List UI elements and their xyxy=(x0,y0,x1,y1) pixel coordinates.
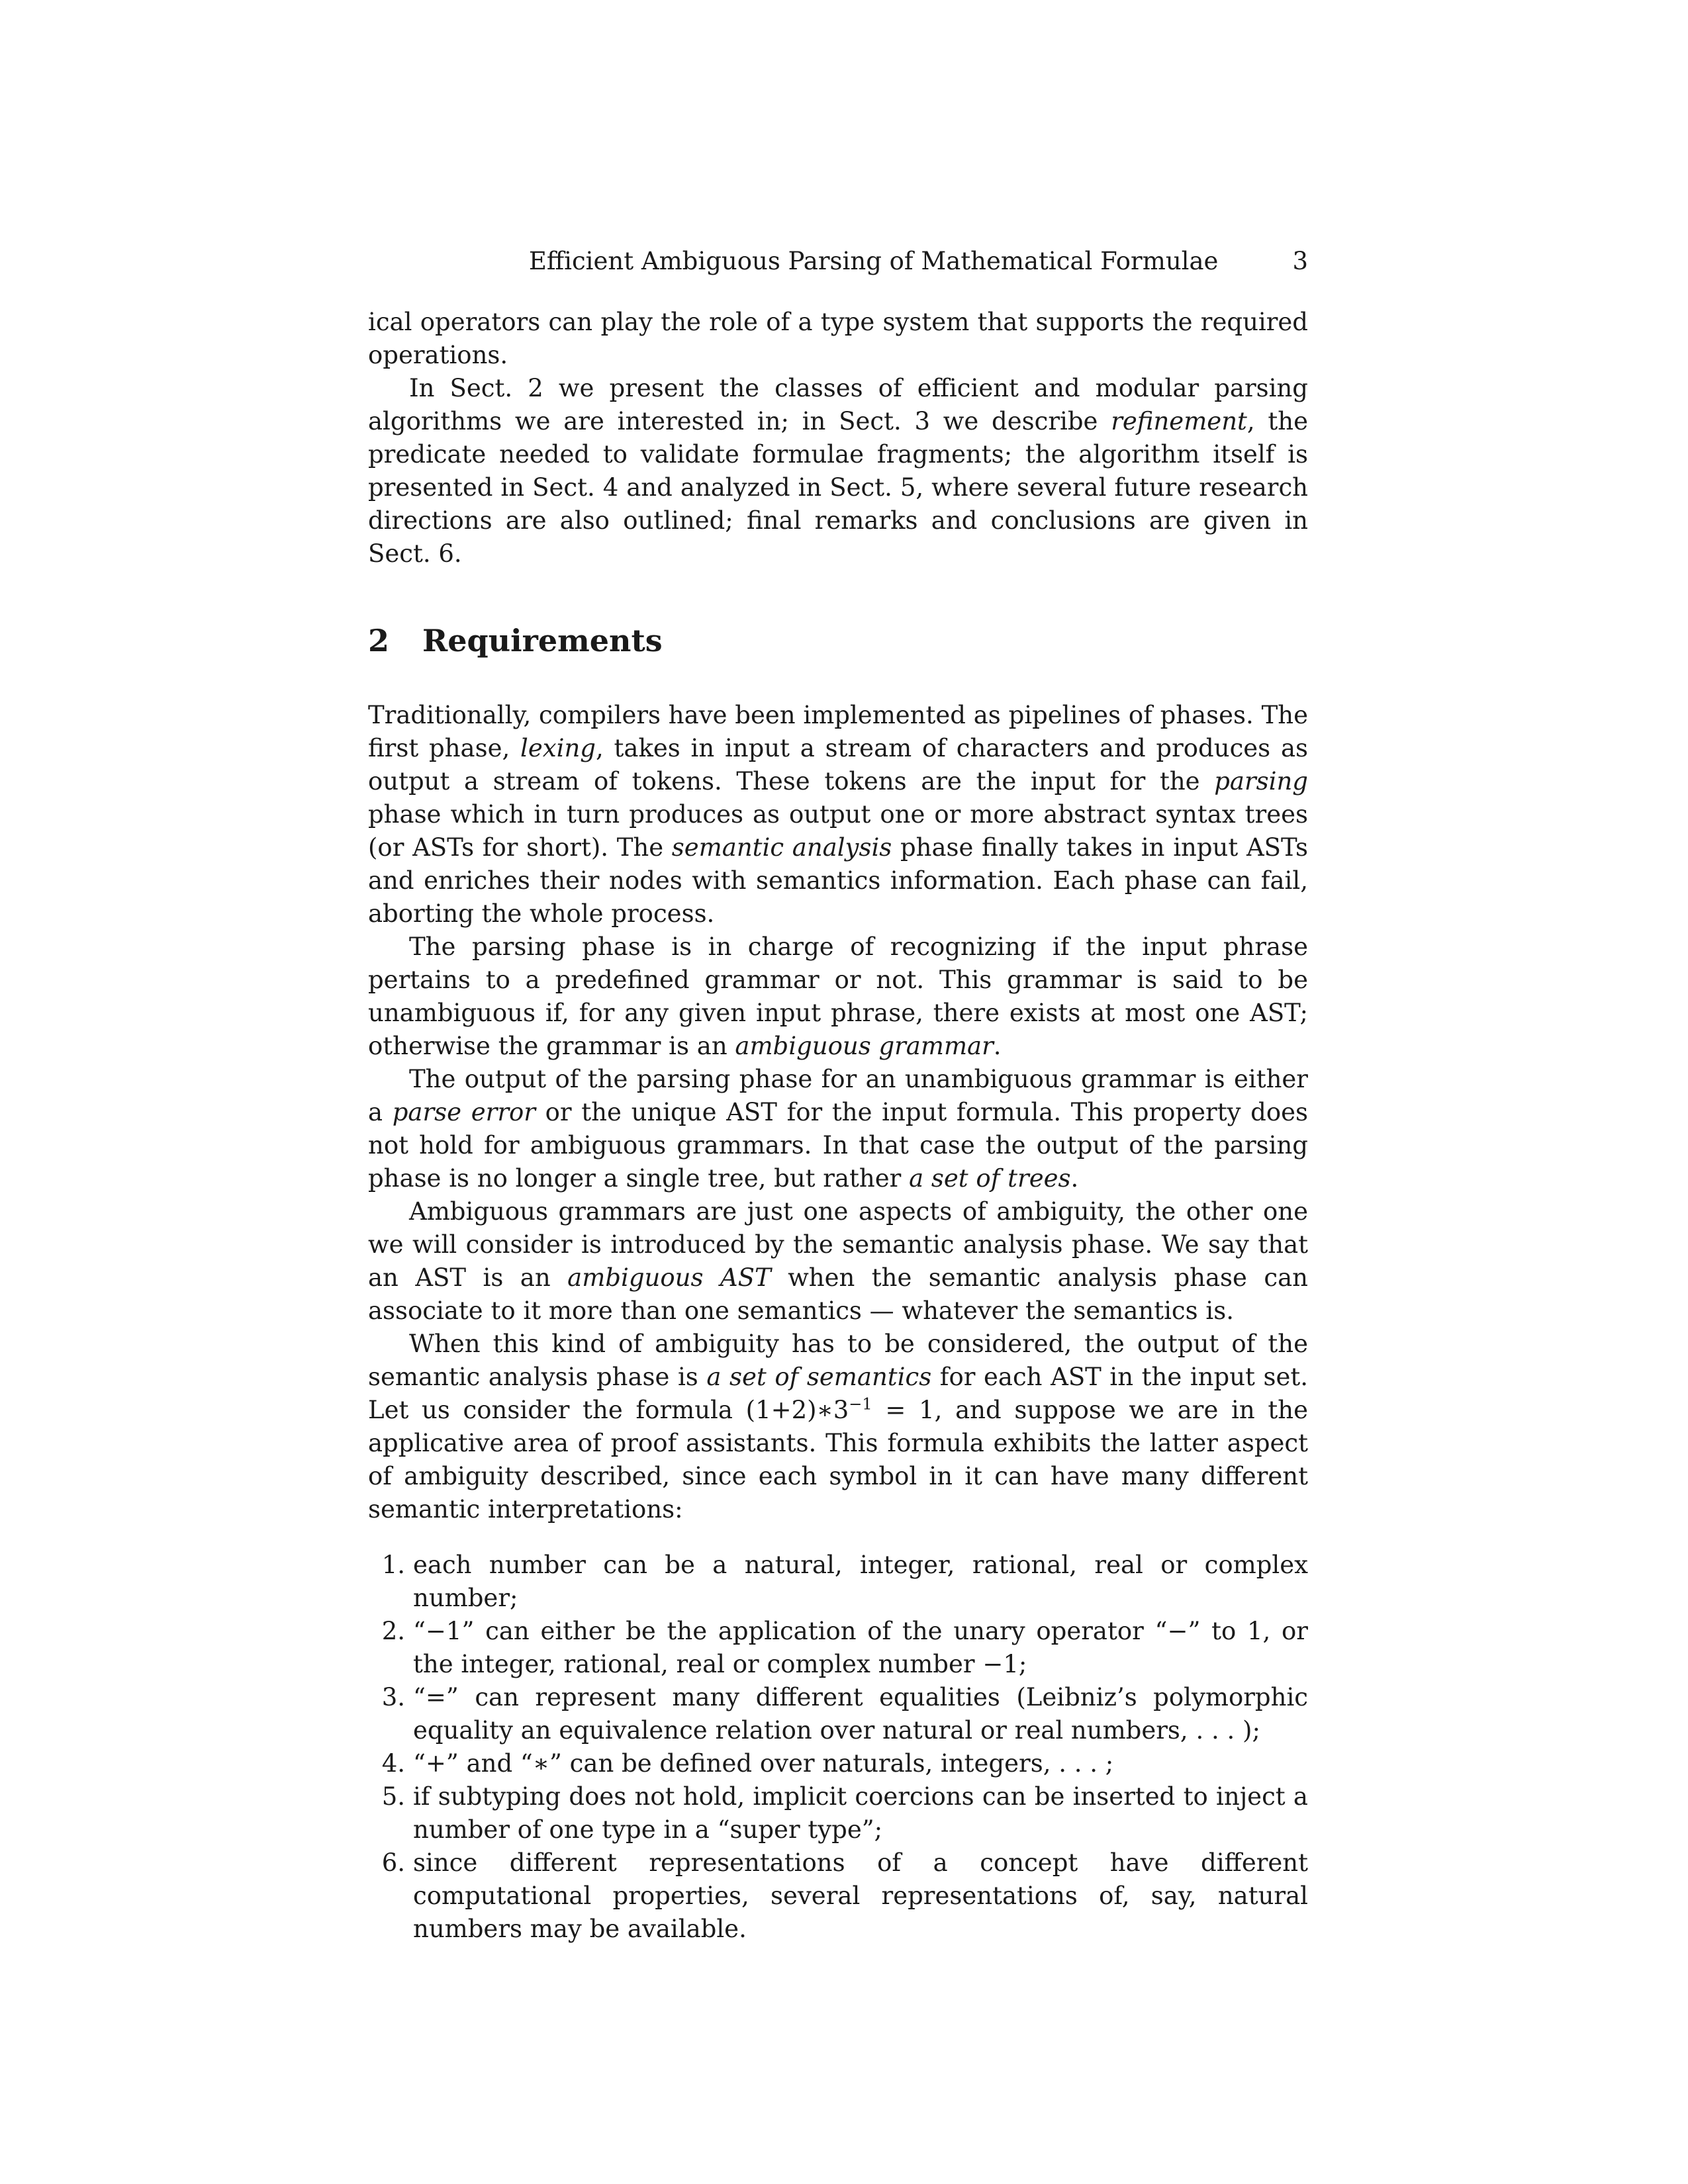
section-title: Requirements xyxy=(422,623,663,659)
intro-paragraph-1: ical operators can play the role of a type system that supports the required operations. xyxy=(368,308,1308,369)
list-item: 2. “−1” can either be the application of the unary operator “−” to 1, or the integer, rational, real or complex number −1; xyxy=(381,1617,1308,1678)
body-paragraph-3: The output of the parsing phase for an unambiguous grammar is either a parse error or the unique AST for the input formula. This property does not hold for ambiguous grammars. In that case the output of the parsing phase is no longer a single tree, but rather a set of trees. xyxy=(368,1065,1309,1193)
inline-formula: $(1+2)∗3^{-1} = 1$ xyxy=(745,1394,935,1424)
body-paragraph-4: Ambiguous grammars are just one aspects of ambiguity, the other one we will consider is introduced by the semantic analysis phase. We say that an AST is an ambiguous AST when the semantic analysis phase can associate to it more than one semantics — whatever the semantics is. xyxy=(368,1197,1308,1325)
list-item: 4. “+” and “∗” can be defined over naturals, integers, . . . ; xyxy=(381,1749,1114,1778)
body-paragraph-2: The parsing phase is in charge of recognizing if the input phrase pertains to a predefined grammar or not. This grammar is said to be unambiguous if, for any given input phrase, there exists at most one AST; otherwise the grammar is an ambiguous grammar. xyxy=(368,933,1308,1060)
list-item: 1. each number can be a natural, integer, rational, real or complex number; xyxy=(381,1551,1308,1612)
page-number: 3 xyxy=(1292,247,1308,275)
section-heading xyxy=(368,621,1308,660)
list-item: 6. since different representations of a concept have different computational properties, several representations of, say, natural numbers may be available. xyxy=(381,1848,1308,1943)
running-title: Efficient Ambiguous Parsing of Mathematical Formulae xyxy=(528,247,1219,275)
body-paragraph-5: When this kind of ambiguity has to be considered, the output of the semantic analysis phase is a set of semantics for each AST in the input set. Let us consider the formula $(1+2)∗3^{-1} = 1$, and suppose we are in the applicative area of proof assistants. This formula exhibits the latter aspect of ambiguity described, since each symbol in it can have many different semantic interpretations: xyxy=(368,1330,1308,1524)
running-header xyxy=(368,245,1308,278)
body-paragraph-1: Traditionally, compilers have been implemented as pipelines of phases. The first phase, lexing, takes in input a stream of characters and produces as output a stream of tokens. These tokens are the input for the parsing phase which in turn produces as output one or more abstract syntax trees (or ASTs for short). The semantic analysis phase finally takes in input ASTs and enriches their nodes with semantics information. Each phase can fail, aborting the whole process. xyxy=(368,701,1309,928)
list-item: 3. “=” can represent many different equalities (Leibniz’s polymorphic equality an equivalence relation over natural or real numbers, . . . ); xyxy=(381,1683,1308,1745)
section-number: 2 xyxy=(368,623,390,659)
interpretations-list xyxy=(368,1549,1308,1946)
intro-paragraph-2: In Sect. 2 we present the classes of efficient and modular parsing algorithms we are interested in; in Sect. 3 we describe refinement, the predicate needed to validate formulae fragments; the algorithm itself is presented in Sect. 4 and analyzed in Sect. 5, where several future research directions are also outlined; final remarks and conclusions are given in Sect. 6. xyxy=(368,374,1308,568)
paper-page xyxy=(368,245,1308,1946)
list-item: 5. if subtyping does not hold, implicit coercions can be inserted to inject a number of one type in a “super type”; xyxy=(381,1782,1308,1844)
